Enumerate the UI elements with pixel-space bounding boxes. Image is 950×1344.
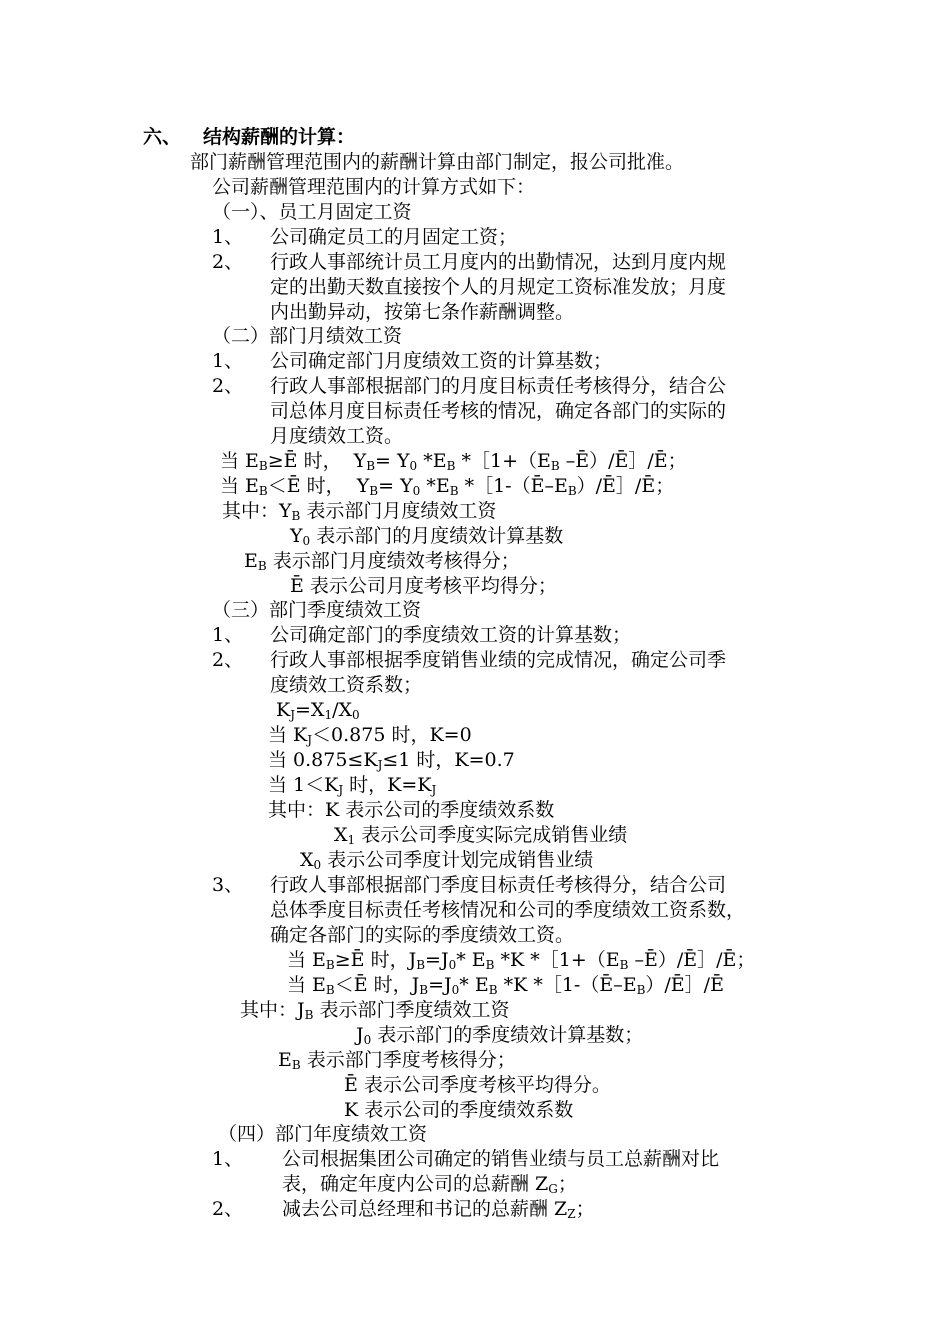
- item-text: 减去公司总经理和书记的总薪酬 $Z_Z$；: [282, 1198, 595, 1221]
- formula: $K_J=X_1/X_0$: [276, 699, 360, 722]
- item-text: 行政人事部根据部门季度目标责任考核得分，结合公司: [270, 874, 727, 896]
- item-text: 公司根据集团公司确定的销售业绩与员工总薪酬对比: [282, 1148, 720, 1170]
- item-text: 定的出勤天数直接按个人的月规定工资标准发放；月度: [270, 276, 727, 298]
- formula: 当 $E_B\ge Ē$ 时， $Y_B= Y_0$ $*E_B$ $*[1+(E_B$ –Ē）/Ē］/Ē；: [220, 450, 687, 473]
- formula: 当 $E_B\ge Ē$ 时，$J_B=J_0*$ $E_B$ *K $*[1+(E_B$ –Ē）/Ē］/Ē；: [287, 949, 756, 972]
- item-text: 司总体月度目标责任考核的情况，确定各部门的实际的: [270, 400, 727, 422]
- where-line: $X_0$ 表示公司季度计划完成销售业绩: [300, 849, 594, 872]
- where-line: 其中：K 表示公司的季度绩效系数: [268, 799, 555, 821]
- where-line: $X_1$ 表示公司季度实际完成销售业绩: [334, 824, 628, 847]
- item-number: 1、: [212, 226, 244, 248]
- item-text: 行政人事部根据季度销售业绩的完成情况，确定公司季: [270, 649, 727, 671]
- heading-number: 六、: [143, 126, 182, 148]
- formula: 当 $K_J<0.875$ 时，K=0: [268, 724, 472, 747]
- item-text: 公司确定部门的季度绩效工资的计算基数；: [270, 624, 632, 646]
- where-line: 其中：$J_B$ 表示部门季度绩效工资: [240, 999, 510, 1022]
- section-title: （三）部门季度绩效工资: [212, 599, 422, 621]
- item-text: 表，确定年度内公司的总薪酬 $Z_G$；: [282, 1173, 577, 1196]
- formula: 当 $0.875\le K_J\le 1$ 时，K=0.7: [268, 749, 515, 772]
- item-text: 总体季度目标责任考核情况和公司的季度绩效工资系数，: [270, 899, 746, 921]
- where-line: Ē 表示公司季度考核平均得分。: [344, 1074, 611, 1096]
- where-line: K 表示公司的季度绩效系数: [344, 1099, 574, 1121]
- where-line: $E_B$ 表示部门月度绩效考核得分；: [244, 550, 520, 573]
- item-text: 行政人事部统计员工月度内的出勤情况，达到月度内规: [270, 251, 727, 273]
- section-title: （四）部门年度绩效工资: [218, 1123, 428, 1145]
- heading-title: 结构薪酬的计算：: [203, 126, 356, 148]
- formula: 当 $E_B<Ē$ 时， $Y_B= Y_0$ $*E_B$ $*[1-(Ē-E_B)/Ē]/Ē$；: [220, 475, 675, 498]
- item-text: 度绩效工资系数；: [270, 674, 423, 696]
- intro-line: 公司薪酬管理范围内的计算方式如下：: [212, 176, 536, 198]
- item-text: 内出勤异动，按第七条作薪酬调整。: [270, 301, 575, 323]
- formula: 当 $1<K_J$ 时，$K=K_J$: [268, 774, 437, 797]
- item-number: 1、: [212, 1148, 244, 1170]
- where-line: Ē 表示公司月度考核平均得分；: [290, 575, 557, 597]
- item-number: 1、: [212, 350, 244, 372]
- intro-line: 部门薪酬管理范围内的薪酬计算由部门制定，报公司批准。: [190, 151, 685, 173]
- item-number: 2、: [212, 649, 244, 671]
- where-line: 其中：$Y_B$ 表示部门月度绩效工资: [222, 500, 497, 523]
- section-title: （一）、员工月固定工资: [212, 201, 412, 223]
- item-number: 1、: [212, 624, 244, 646]
- item-number: 2、: [212, 251, 244, 273]
- item-text: 公司确定部门月度绩效工资的计算基数；: [270, 350, 613, 372]
- item-text: 确定各部门的实际的季度绩效工资。: [270, 924, 575, 946]
- item-number: 3、: [212, 874, 244, 896]
- item-text: 行政人事部根据部门的月度目标责任考核得分，结合公: [270, 375, 727, 397]
- section-title: （二）部门月绩效工资: [212, 325, 403, 347]
- where-line: $Y_0$ 表示部门的月度绩效计算基数: [290, 525, 564, 548]
- where-line: $J_0$ 表示部门的季度绩效计算基数；: [356, 1024, 644, 1047]
- item-number: 2、: [212, 375, 244, 397]
- where-line: $E_B$ 表示部门季度考核得分；: [278, 1049, 516, 1072]
- item-number: 2、: [212, 1198, 244, 1220]
- item-text: 月度绩效工资。: [270, 425, 404, 447]
- item-text: 公司确定员工的月固定工资；: [270, 226, 518, 248]
- formula: 当 $E_B<Ē$ 时，$J_B=J_0*$ $E_B$ *K $*[1-(Ē-E_B)/Ē]/Ē$: [287, 974, 724, 997]
